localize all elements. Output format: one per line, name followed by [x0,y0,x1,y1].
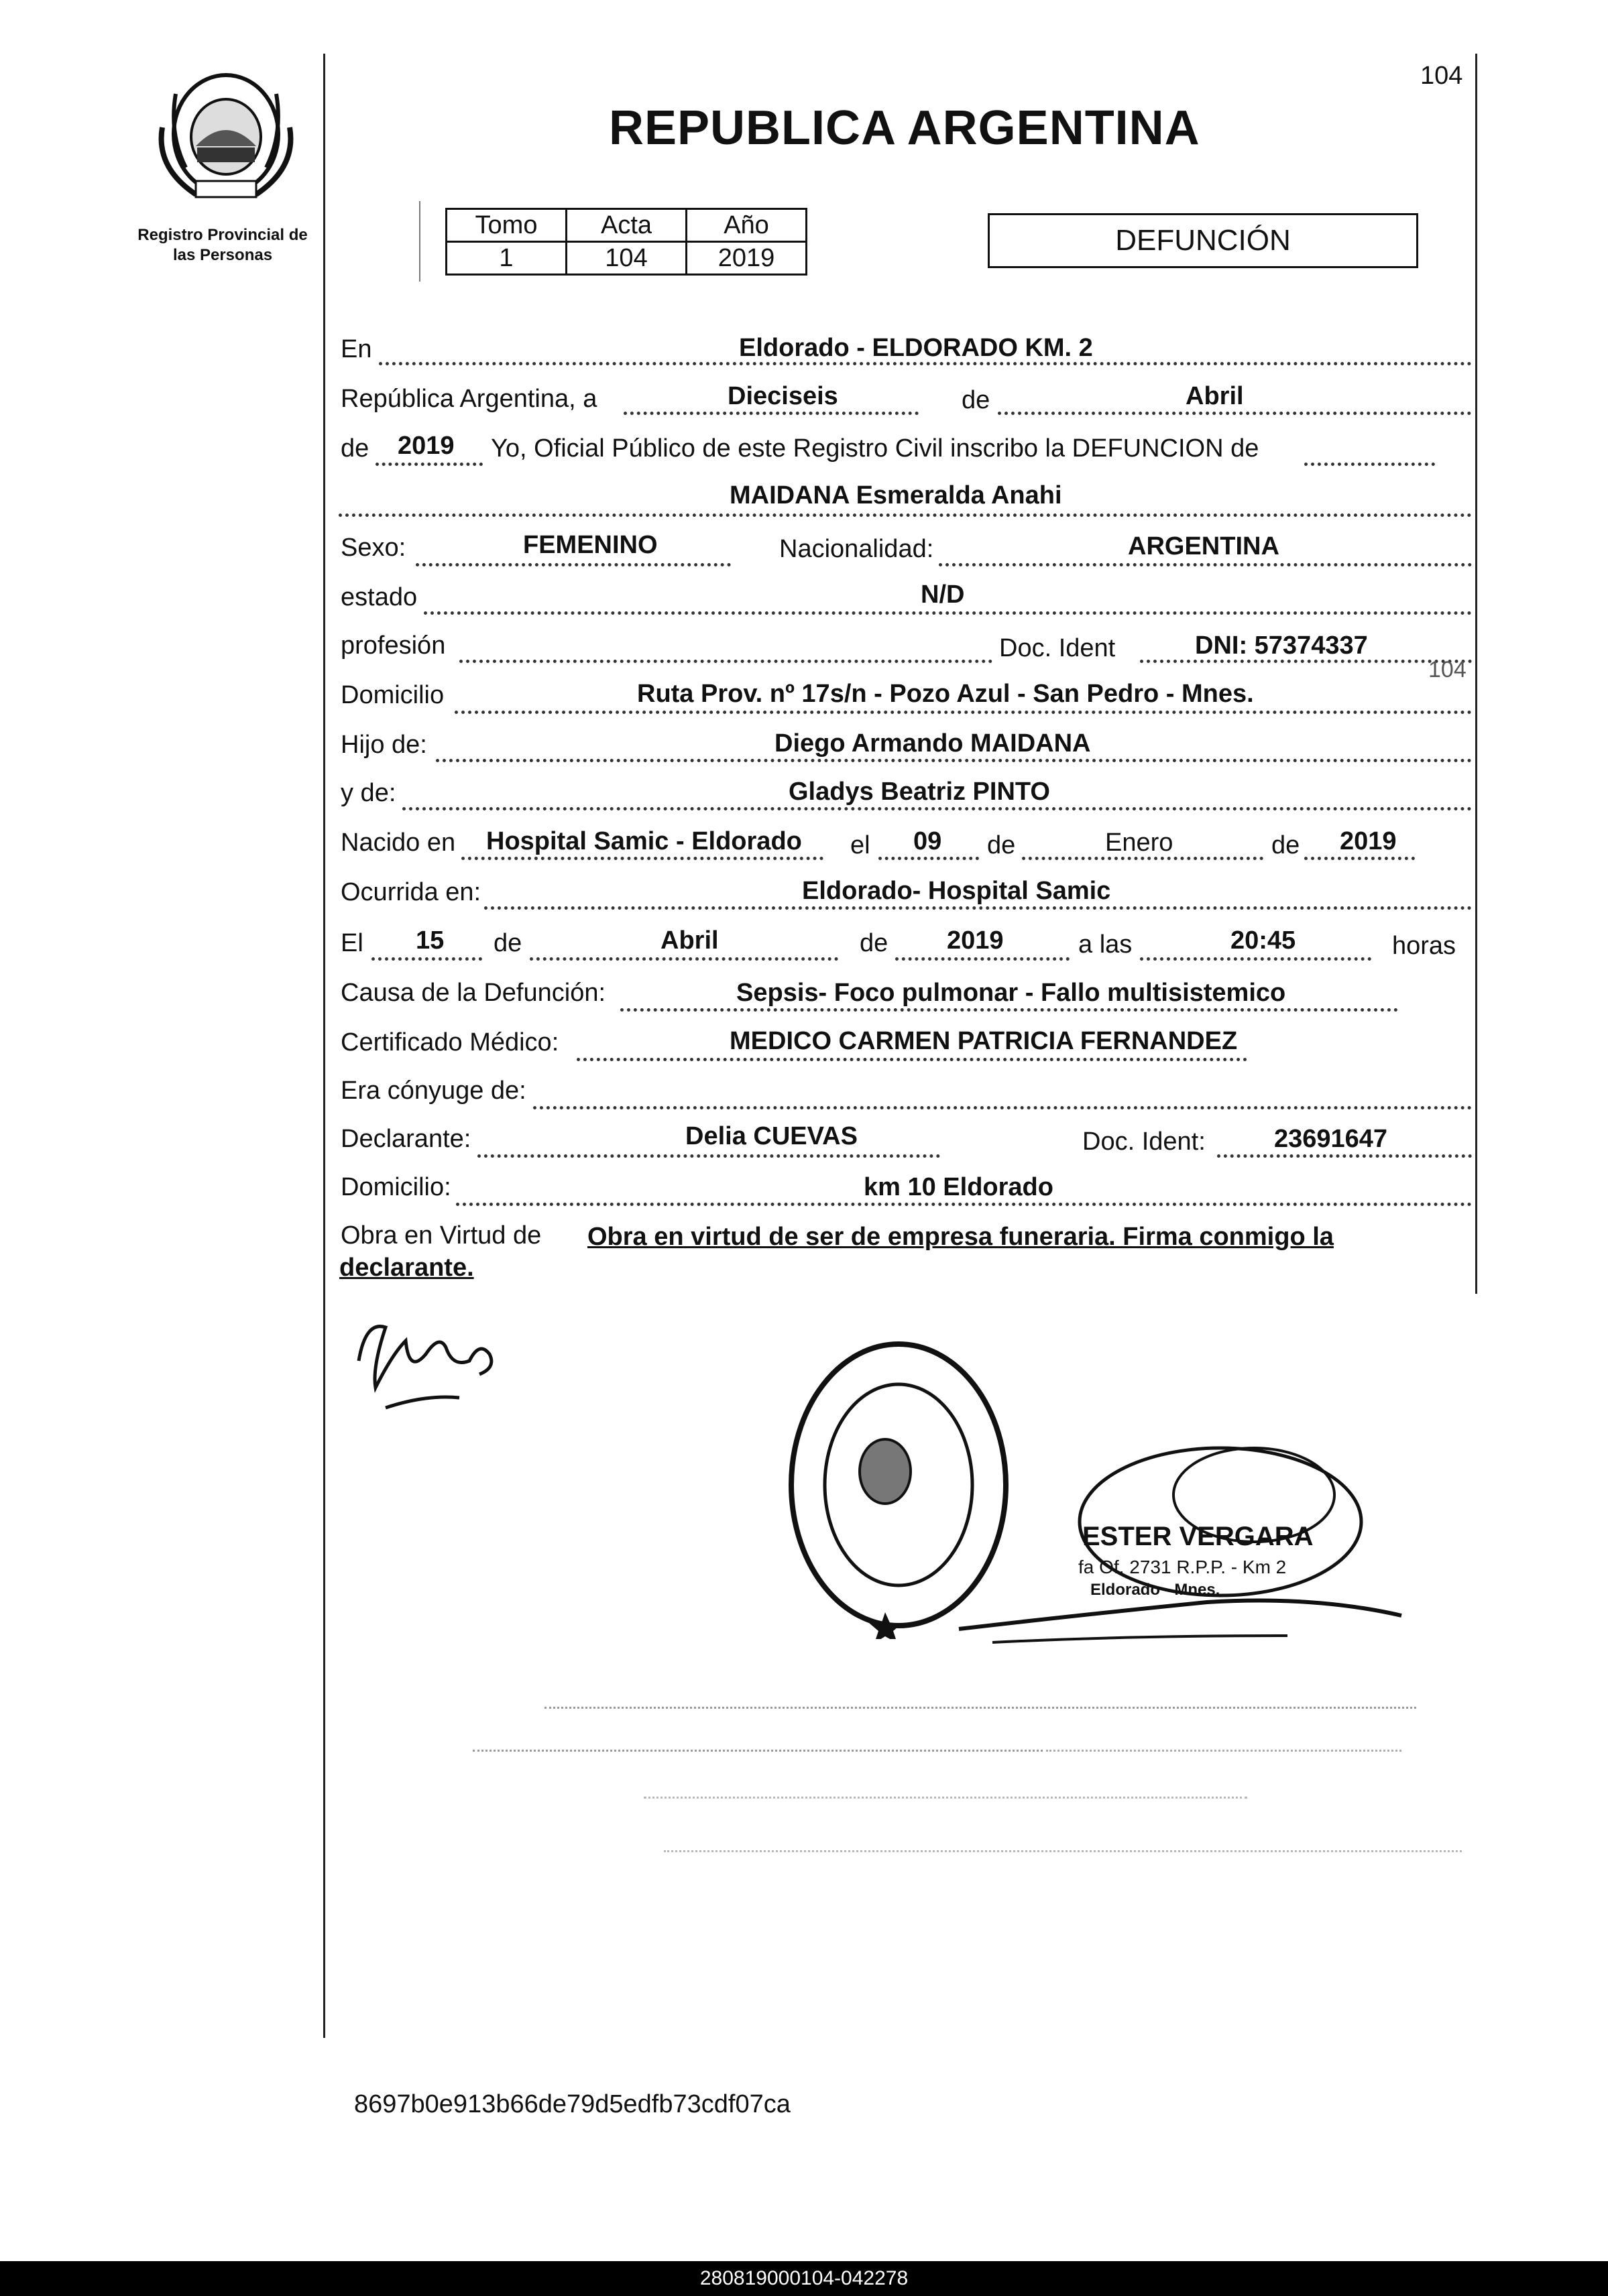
record-number-table [445,208,807,276]
obra-value-line2: declarante. [339,1254,474,1282]
domicilio-line [455,711,1472,714]
table-cell-anio: 2019 [687,242,807,275]
registry-caption [115,225,330,265]
death-month-line [530,957,838,961]
domicilio-value: Ruta Prov. nº 17s/n - Pozo Azul - San Pedro - Mnes. [637,680,1254,708]
ocurrida-line [484,906,1472,910]
el2-label: El [341,929,363,957]
obra-value: Obra en virtud de ser de empresa funeraria. Firma conmigo la [587,1223,1334,1251]
nacido-de2-label: de [1271,831,1300,859]
en-label: En [341,335,372,363]
hijo-label: Hijo de: [341,731,427,759]
nacionalidad-line [939,563,1472,566]
footer-id: 280819000104-042278 [699,2267,909,2289]
death-de1-label: de [494,929,522,957]
domicilio-label: Domicilio [341,681,445,709]
causa-label: Causa de la Defunción: [341,979,606,1007]
certificado-line [577,1058,1247,1061]
record-type: DEFUNCIÓN [1115,224,1291,257]
month-line [998,412,1471,415]
nacido-month: Enero [1105,829,1173,857]
decl-doc-value: 23691647 [1274,1125,1388,1153]
nacido-year: 2019 [1340,827,1397,855]
certificado-label: Certificado Médico: [341,1028,559,1056]
yde-value: Gladys Beatriz PINTO [789,778,1050,806]
table-header-tomo: Tomo [447,209,567,242]
deceased-line [339,513,1472,517]
nacionalidad-value: ARGENTINA [1128,532,1279,560]
faint-line-4 [644,1797,1247,1799]
record-type-box [988,213,1418,268]
faint-line-3 [1046,1750,1401,1752]
declarante-line [477,1154,940,1158]
death-day-line [371,957,482,961]
page-title: REPUBLICA ARGENTINA [609,101,1200,155]
conyuge-label: Era cónyuge de: [341,1077,526,1105]
obra-label: Obra en Virtud de [341,1221,542,1250]
decl-doc-line [1217,1154,1472,1158]
nacido-value: Hospital Samic - Eldorado [486,827,802,855]
day-line [624,412,919,415]
horas-label: horas [1392,932,1456,960]
causa-value: Sepsis- Foco pulmonar - Fallo multisistemico [736,979,1286,1007]
table-header-anio: Año [687,209,807,242]
declarante-value: Delia CUEVAS [685,1122,858,1150]
nacionalidad-label: Nacionalidad: [779,535,934,563]
nacido-label: Nacido en [341,829,456,857]
official-name: ESTER VERGARA [1082,1522,1314,1551]
death-day: 15 [416,926,445,955]
inscribo-line [1304,463,1435,466]
sexo-label: Sexo: [341,534,406,562]
faint-line-5 [664,1850,1462,1852]
sexo-value: FEMENINO [523,531,658,559]
death-month: Abril [661,926,719,955]
domicilio2-line [456,1203,1472,1206]
declarant-signature [345,1314,520,1414]
causa-line [620,1008,1398,1012]
declarante-label: Declarante: [341,1125,471,1153]
right-margin-rule [1475,54,1477,1294]
nacido-day: 09 [913,827,942,855]
domicilio2-value: km 10 Eldorado [864,1173,1053,1201]
inscribo-text: Yo, Oficial Público de este Registro Civil inscribo la DEFUNCION de [491,434,1259,463]
estado-value: N/D [921,581,965,609]
hijo-line [436,759,1472,762]
doc-ident-label: Doc. Ident [999,634,1116,662]
estado-label: estado [341,583,418,611]
table-cell-acta: 104 [567,242,687,275]
sexo-line [416,563,731,566]
nacido-line [461,857,823,860]
year-prefix: de [341,434,369,463]
margin-note: 104 [1428,657,1467,682]
yde-line [402,807,1472,810]
official-line2: fa Of. 2731 R.P.P. - Km 2 [1078,1557,1287,1577]
ocurrida-label: Ocurrida en: [341,878,481,906]
death-year-line [895,957,1070,961]
nacido-de1-label: de [987,831,1016,859]
republica-label: República Argentina, a [341,385,597,413]
day-value: Dieciseis [728,382,838,410]
alas-label: a las [1078,930,1133,959]
yde-label: y de: [341,779,396,807]
death-time-line [1140,957,1371,961]
registry-caption-line1: Registro Provincial de [137,226,308,244]
profesion-label: profesión [341,631,446,660]
deceased-name: MAIDANA Esmeralda Anahi [730,481,1062,509]
en-value: Eldorado - ELDORADO KM. 2 [739,334,1093,362]
de-label: de [962,386,990,414]
nacido-day-line [878,857,979,860]
ocurrida-value: Eldorado- Hospital Samic [802,877,1111,905]
document-hash: 8697b0e913b66de79d5edfb73cdf07ca [354,2090,791,2118]
table-header-acta: Acta [567,209,687,242]
el-label: el [850,831,870,859]
conyuge-line [533,1106,1472,1109]
death-year: 2019 [947,926,1004,955]
misiones-seal-logo [149,67,303,208]
inner-guide-rule [419,201,420,282]
doc-ident-value: DNI: 57374337 [1195,631,1368,660]
death-time: 20:45 [1230,926,1296,955]
decl-doc-label: Doc. Ident: [1082,1128,1206,1156]
hijo-value: Diego Armando MAIDANA [774,729,1091,758]
faint-line-1 [544,1707,1416,1709]
estado-line [424,611,1472,615]
death-de2-label: de [860,929,888,957]
nacido-year-line [1304,857,1415,860]
official-line3: Eldorado - Mnes. [1090,1581,1220,1599]
certificado-value: MEDICO CARMEN PATRICIA FERNANDEZ [730,1027,1238,1055]
faint-line-2 [473,1750,1043,1752]
year-line [376,463,483,466]
registry-caption-line2: las Personas [172,246,273,264]
left-margin-rule [323,54,325,2038]
domicilio2-label: Domicilio: [341,1173,451,1201]
footer-bar [0,2261,1608,2296]
year-value: 2019 [398,432,455,460]
table-cell-tomo: 1 [447,242,567,275]
page-number: 104 [1420,62,1463,90]
month-value: Abril [1186,382,1244,410]
profesion-line [459,660,992,663]
